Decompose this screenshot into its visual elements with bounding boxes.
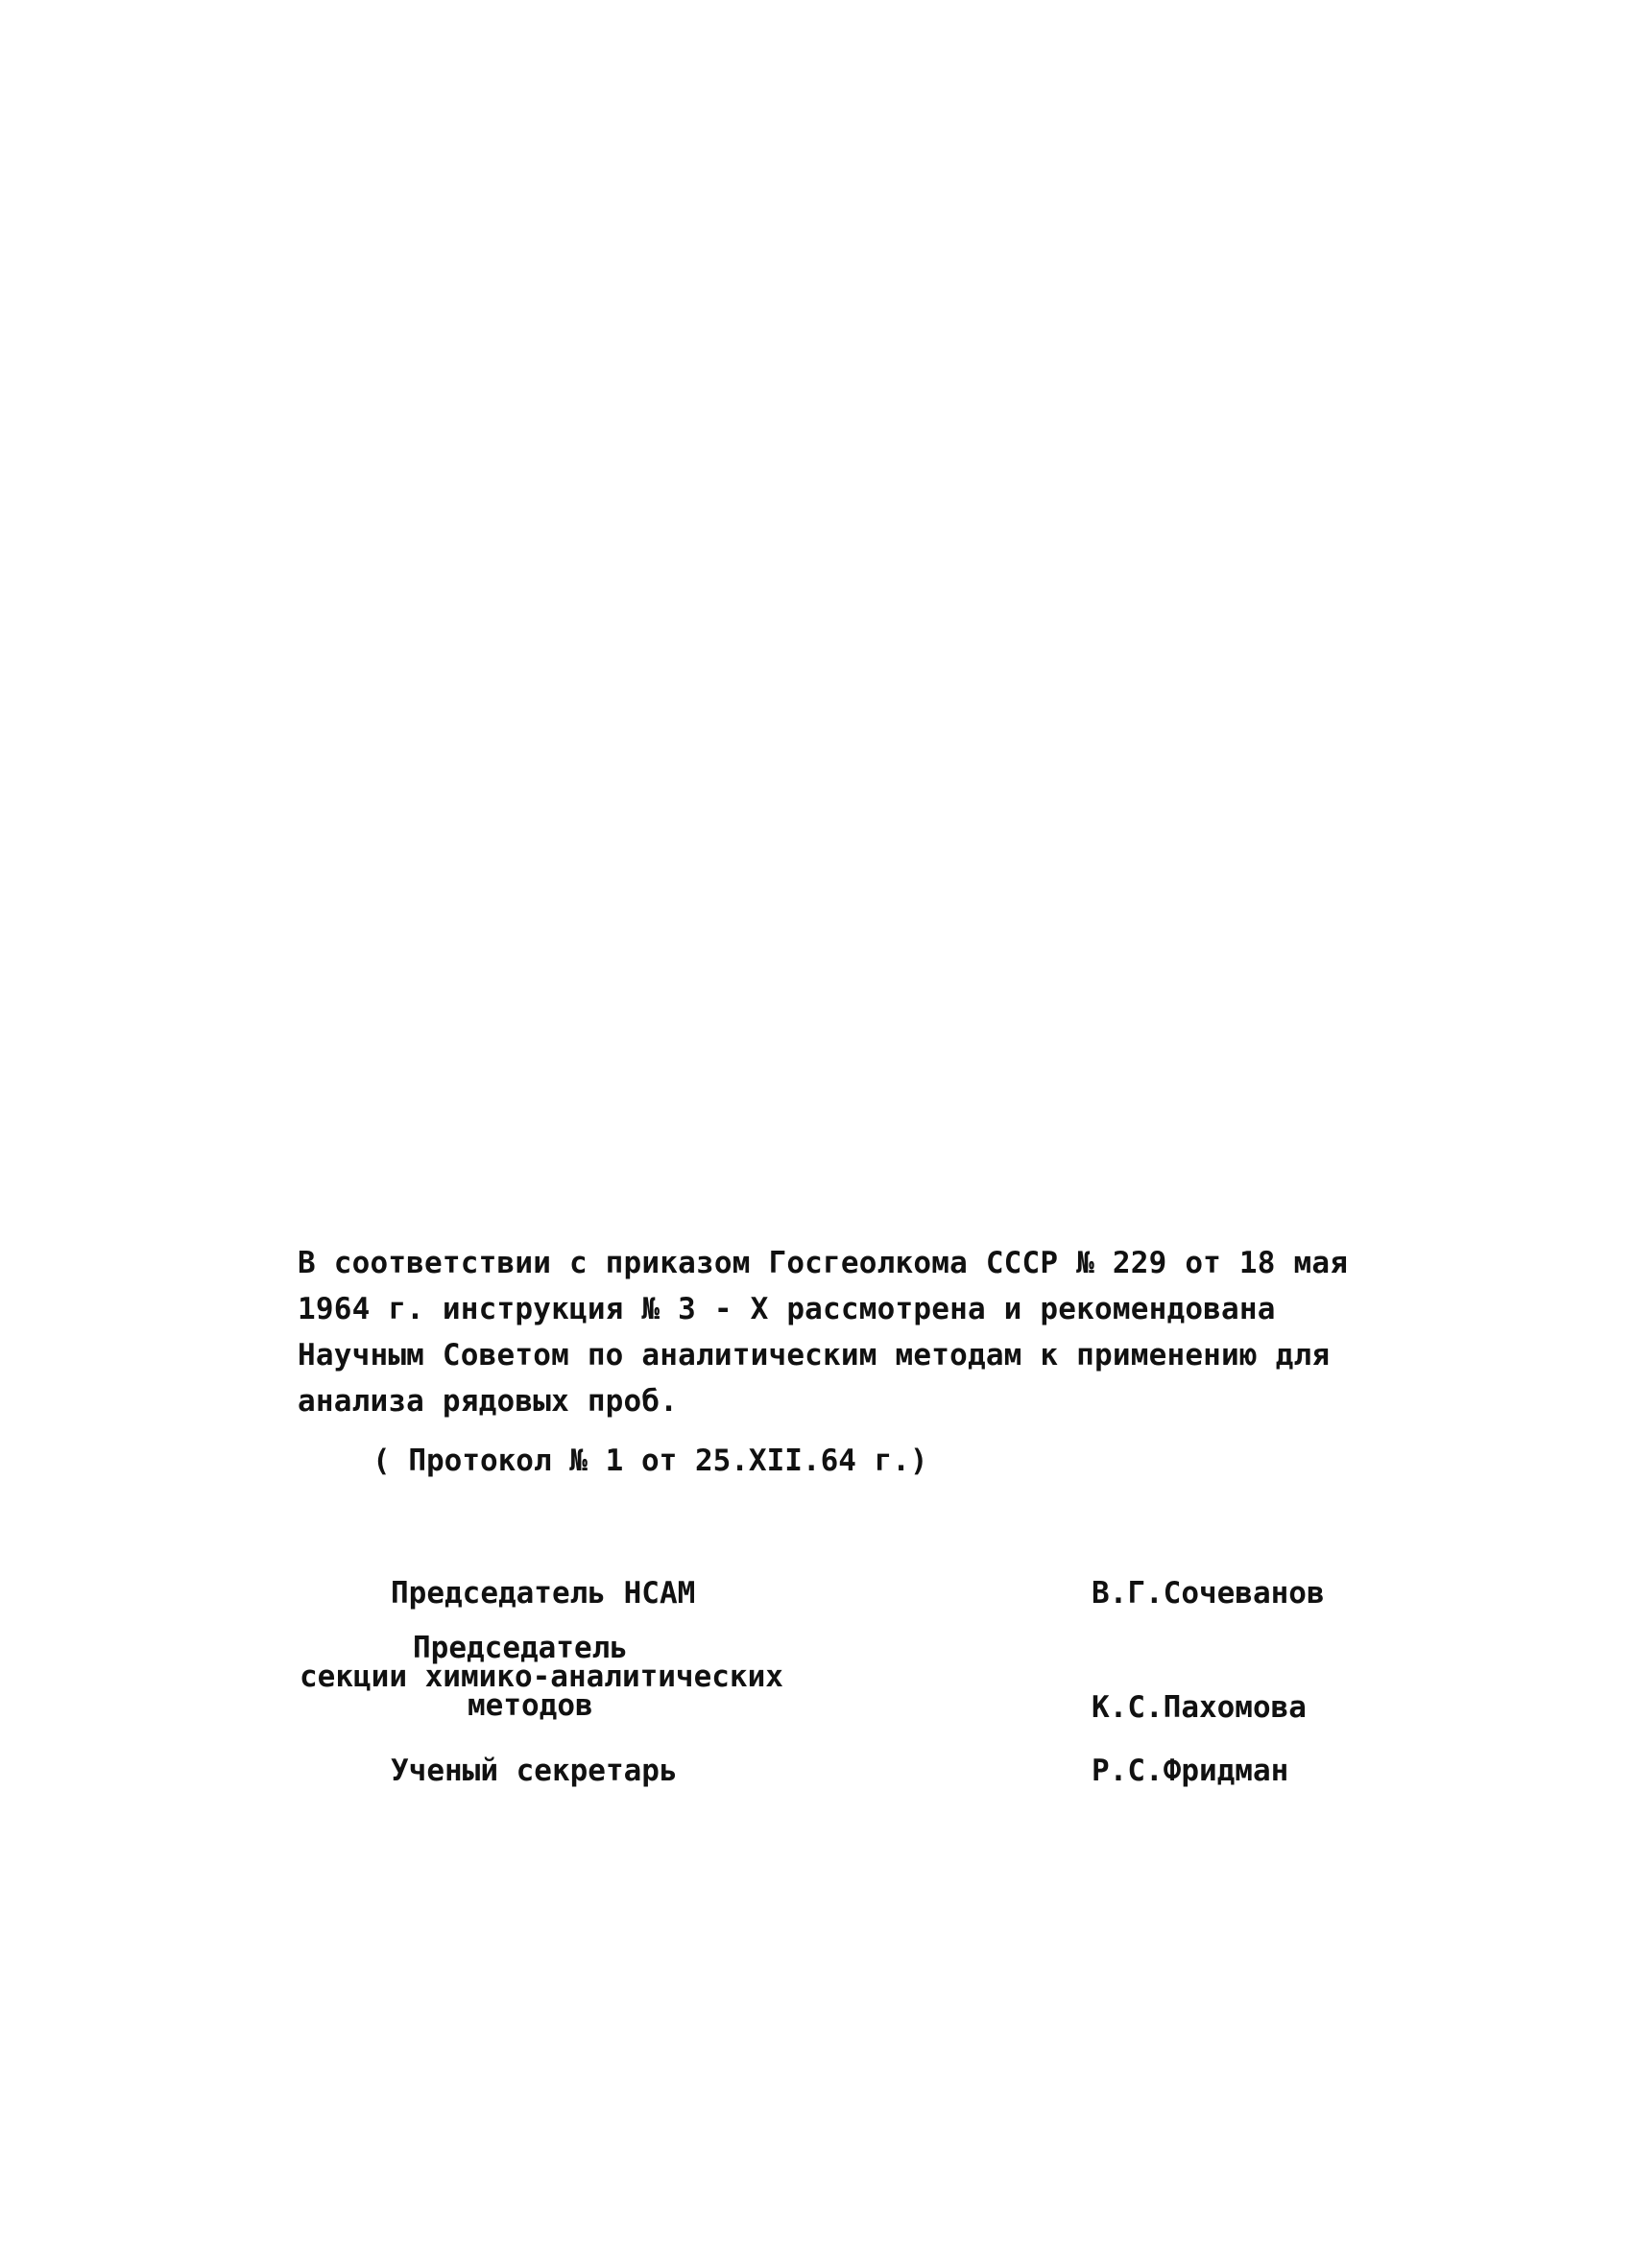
chairman-role: Председатель НСАМ: [391, 1576, 696, 1611]
secretary-role: Ученый секретарь: [391, 1754, 678, 1788]
section-chair-role-line-1: Председатель: [413, 1631, 628, 1665]
section-chair-role-line-3: методов: [468, 1688, 593, 1723]
section-chair-role-line-2: секции химико-аналитических: [300, 1659, 783, 1694]
secretary-name: Р.С.Фридман: [1092, 1754, 1289, 1788]
statement-line-2: 1964 г. инструкция № 3 - Х рассмотрена и рекомендована: [298, 1292, 1276, 1326]
statement-line-1: В соответствии с приказом Госгеолкома СССР № 229 от 18 мая: [298, 1246, 1349, 1280]
section-chair-name: К.С.Пахомова: [1092, 1690, 1307, 1725]
protocol-reference: ( Протокол № 1 от 25.XII.64 г.): [372, 1444, 928, 1478]
statement-line-4: анализа рядовых проб.: [298, 1384, 679, 1419]
chairman-name: В.Г.Сочеванов: [1092, 1576, 1325, 1611]
approval-statement: [298, 1240, 1382, 1424]
statement-line-3: Научным Советом по аналитическим методам к применению для: [298, 1338, 1331, 1373]
